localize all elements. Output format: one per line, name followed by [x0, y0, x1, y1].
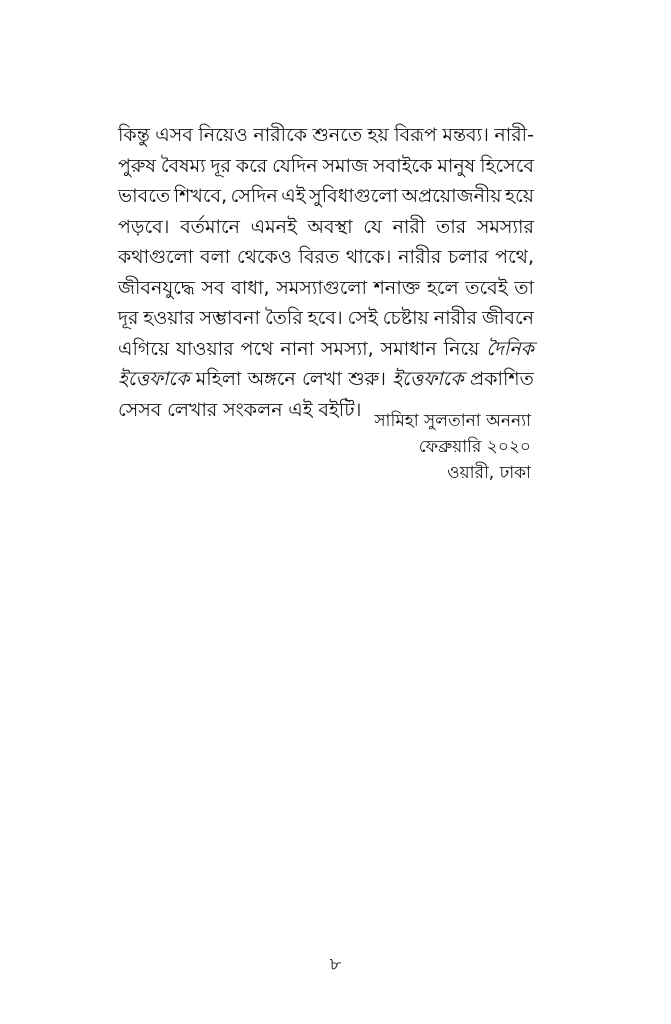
- text-line: জীবনযুদ্ধে সব বাধা, সমস্যাগুলো শনাক্ত হলে তবেই তা: [118, 276, 534, 299]
- signature-block: [374, 408, 531, 486]
- text-line: ইত্তেফাকে মহিলা অঙ্গনে লেখা শুরু। ইত্তেফাকে প্রকাশিত: [118, 368, 534, 390]
- signature-place: ওয়ারী, ঢাকা: [447, 463, 531, 483]
- text-line: দূর হওয়ার সম্ভাবনা তৈরি হবে। সেই চেষ্টায় নারীর জীবনে: [118, 307, 534, 329]
- text-line: কথাগুলো বলা থেকেও বিরত থাকে। নারীর চলার পথে,: [118, 246, 534, 268]
- text-line: এগিয়ে যাওয়ার পথে নানা সমস্যা, সমাধান নিয়ে দৈনিক: [118, 337, 534, 360]
- author-name: সামিহা সুলতানা অনন্যা: [374, 411, 531, 431]
- page-number: ৮: [329, 954, 342, 975]
- text-line: পুরুষ বৈষম্য দূর করে যেদিন সমাজ সবাইকে মানুষ হিসেবে: [118, 154, 534, 177]
- text-line: কিন্তু এসব নিয়েও নারীকে শুনতে হয় বিরূপ মন্তব্য। নারী-: [118, 124, 534, 146]
- preface-paragraph: [118, 120, 534, 425]
- text-line: সেসব লেখার সংকলন এই বইটি।: [118, 398, 362, 421]
- text-line: ভাবতে শিখবে, সেদিন এই সুবিধাগুলো অপ্রয়োজনীয় হয়ে: [118, 185, 534, 207]
- signature-date: ফেব্রুয়ারি ২০২০: [418, 437, 531, 457]
- text-line: পড়বে। বর্তমানে এমনই অবস্থা যে নারী তার সমস্যার: [118, 215, 534, 238]
